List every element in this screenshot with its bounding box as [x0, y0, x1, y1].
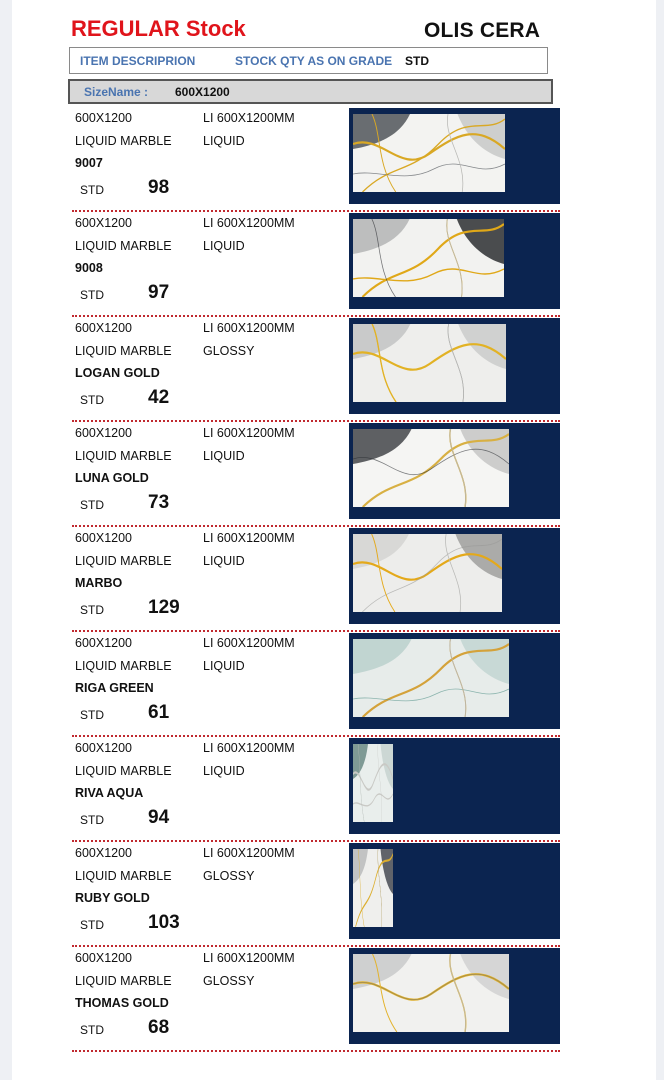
item-name: MARBO — [75, 576, 123, 590]
tile-image — [353, 849, 393, 927]
item-series: LIQUID MARBLE — [75, 764, 172, 778]
item-finish: LIQUID — [203, 449, 245, 463]
stock-item-row — [72, 317, 560, 422]
stock-item-row — [72, 422, 560, 527]
item-name: RUBY GOLD — [75, 891, 150, 905]
item-size: 600X1200 — [75, 531, 133, 545]
item-finish: LIQUID — [203, 764, 245, 778]
item-grade: STD — [80, 603, 104, 617]
item-image-panel — [349, 738, 560, 834]
report-title: REGULAR Stock — [71, 16, 246, 41]
item-finish: GLOSSY — [203, 869, 255, 883]
header-item-description: ITEM DESCRIPRION — [80, 54, 196, 68]
item-size: 600X1200 — [75, 216, 133, 230]
item-quantity: 73 — [148, 492, 170, 513]
item-finish: LIQUID — [203, 239, 245, 253]
item-code: LI 600X1200MM — [203, 636, 295, 650]
item-finish: GLOSSY — [203, 344, 255, 358]
tile-image — [353, 534, 502, 612]
item-image-panel — [349, 948, 560, 1044]
item-finish: LIQUID — [203, 134, 245, 148]
item-name: 9008 — [75, 261, 103, 275]
item-quantity: 98 — [148, 177, 170, 198]
item-size: 600X1200 — [75, 636, 133, 650]
item-grade: STD — [80, 183, 104, 197]
item-quantity: 129 — [148, 597, 180, 618]
item-name: LUNA GOLD — [75, 471, 149, 485]
item-quantity: 68 — [148, 1017, 170, 1038]
tile-image — [353, 639, 509, 717]
item-series: LIQUID MARBLE — [75, 974, 172, 988]
tile-image — [353, 954, 509, 1032]
header-stock-qty: STOCK QTY AS ON GRADE — [235, 54, 393, 68]
item-size: 600X1200 — [75, 846, 133, 860]
size-label: SizeName : — [84, 85, 149, 99]
item-series: LIQUID MARBLE — [75, 659, 172, 673]
company-name: OLIS CERA — [424, 19, 541, 42]
item-quantity: 42 — [148, 387, 170, 408]
item-quantity: 103 — [148, 912, 180, 933]
item-image-panel — [349, 213, 560, 309]
item-quantity: 61 — [148, 702, 170, 723]
item-finish: GLOSSY — [203, 974, 255, 988]
item-name: THOMAS GOLD — [75, 996, 169, 1010]
item-name: RIGA GREEN — [75, 681, 154, 695]
tile-image — [353, 324, 506, 402]
item-code: LI 600X1200MM — [203, 531, 295, 545]
item-series: LIQUID MARBLE — [75, 134, 172, 148]
item-name: 9007 — [75, 156, 103, 170]
item-finish: LIQUID — [203, 659, 245, 673]
page-right-margin — [656, 0, 664, 1080]
item-quantity: 97 — [148, 282, 170, 303]
item-size: 600X1200 — [75, 321, 133, 335]
item-grade: STD — [80, 708, 104, 722]
item-series: LIQUID MARBLE — [75, 869, 172, 883]
tile-image — [353, 744, 393, 822]
stock-item-row — [72, 212, 560, 317]
row-separator — [72, 1050, 560, 1052]
item-code: LI 600X1200MM — [203, 321, 295, 335]
item-finish: LIQUID — [203, 554, 245, 568]
item-grade: STD — [80, 918, 104, 932]
item-size: 600X1200 — [75, 111, 133, 125]
item-code: LI 600X1200MM — [203, 951, 295, 965]
item-size: 600X1200 — [75, 741, 133, 755]
item-code: LI 600X1200MM — [203, 426, 295, 440]
stock-item-row — [72, 632, 560, 737]
tile-image — [353, 114, 505, 192]
item-code: LI 600X1200MM — [203, 741, 295, 755]
item-code: LI 600X1200MM — [203, 111, 295, 125]
item-size: 600X1200 — [75, 426, 133, 440]
item-image-panel — [349, 633, 560, 729]
item-series: LIQUID MARBLE — [75, 239, 172, 253]
item-grade: STD — [80, 498, 104, 512]
page-left-margin — [0, 0, 12, 1080]
stock-item-row — [72, 527, 560, 632]
item-image-panel — [349, 318, 560, 414]
tile-image — [353, 429, 509, 507]
item-name: RIVA AQUA — [75, 786, 144, 800]
item-grade: STD — [80, 1023, 104, 1037]
stock-item-row — [72, 107, 560, 212]
stock-item-row — [72, 842, 560, 947]
item-code: LI 600X1200MM — [203, 216, 295, 230]
item-series: LIQUID MARBLE — [75, 344, 172, 358]
stock-item-row — [72, 947, 560, 1052]
item-grade: STD — [80, 393, 104, 407]
item-image-panel — [349, 528, 560, 624]
item-quantity: 94 — [148, 807, 170, 828]
item-series: LIQUID MARBLE — [75, 449, 172, 463]
tile-image — [353, 219, 504, 297]
stock-item-row — [72, 737, 560, 842]
size-group-bar — [68, 79, 553, 104]
item-size: 600X1200 — [75, 951, 133, 965]
item-code: LI 600X1200MM — [203, 846, 295, 860]
item-grade: STD — [80, 813, 104, 827]
item-image-panel — [349, 108, 560, 204]
header-grade: STD — [405, 54, 429, 68]
item-image-panel — [349, 843, 560, 939]
item-name: LOGAN GOLD — [75, 366, 160, 380]
size-value: 600X1200 — [175, 85, 230, 99]
item-grade: STD — [80, 288, 104, 302]
column-header-bar — [69, 47, 548, 74]
item-series: LIQUID MARBLE — [75, 554, 172, 568]
item-image-panel — [349, 423, 560, 519]
